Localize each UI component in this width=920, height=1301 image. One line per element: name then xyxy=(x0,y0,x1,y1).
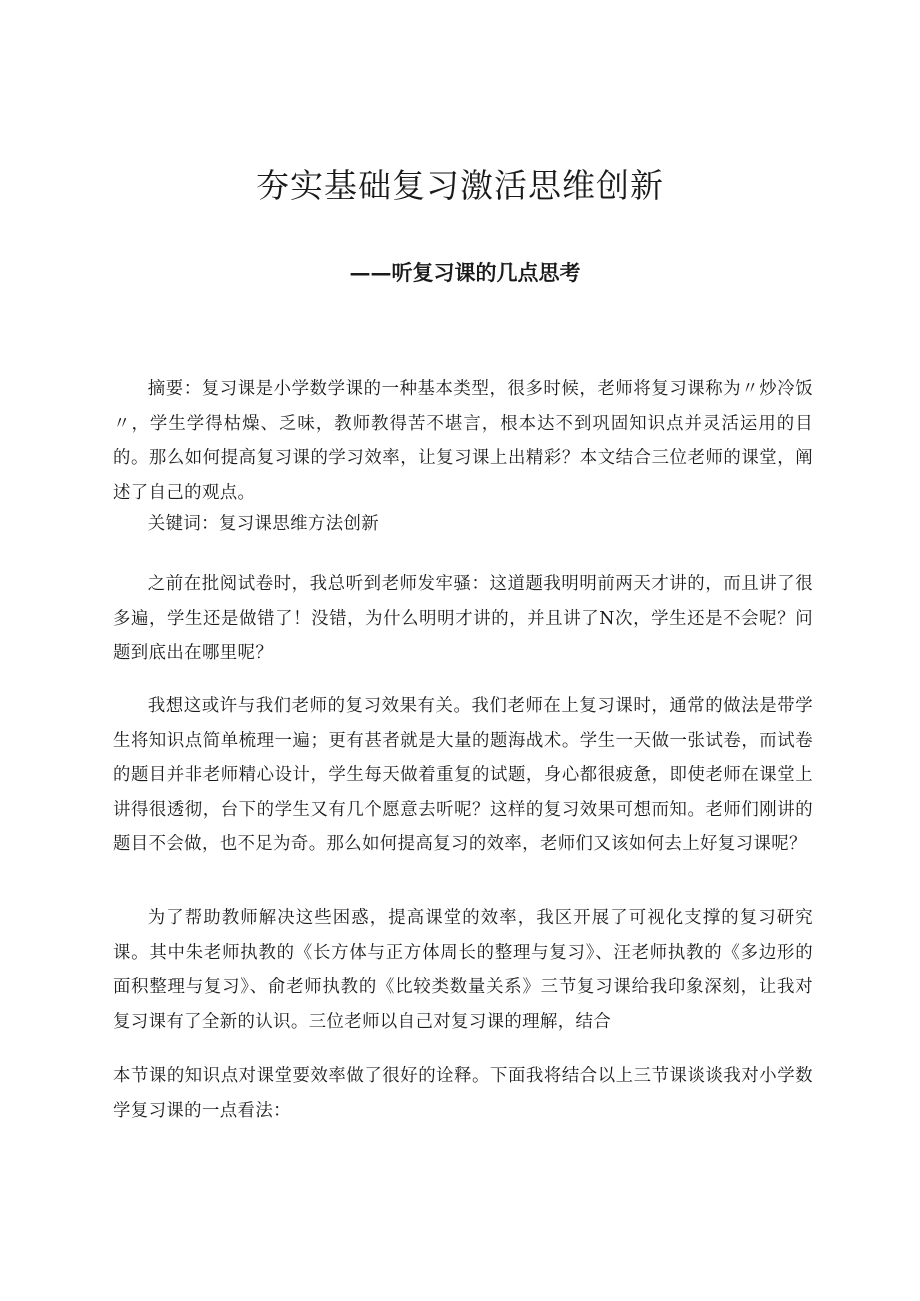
body-paragraph: 为了帮助教师解决这些困惑，提高课堂的效率，我区开展了可视化支撑的复习研究课。其中朱老师执教的《长方体与正方体周长的整理与复习》、汪老师执教的《多边形的面积整理与复习》、俞老师执教的《比较类数量关系》三节复习课给我印象深刻，让我对复习课有了全新的认识。三位老师以自己对复习课的理解，结合 xyxy=(113,908,813,1032)
body-paragraph: 之前在批阅试卷时，我总听到老师发牢骚：这道题我明明前两天才讲的，而且讲了很多遍，学生还是做错了！没错，为什么明明才讲的，并且讲了N次，学生还是不会呢？问题到底出在哪里呢？ xyxy=(113,574,813,663)
document-title: 夯实基础复习激活思维创新 xyxy=(256,166,664,205)
keywords-line: 关键词：复习课思维方法创新 xyxy=(147,514,380,534)
abstract-paragraph: 摘要：复习课是小学数学课的一种基本类型，很多时候，老师将复习课称为〃炒冷饭〃，学生学得枯燥、乏味，教师教得苦不堪言，根本达不到巩固知识点并灵活运用的目的。那么如何提高复习课的学习效率，让复习课上出精彩？本文结合三位老师的课堂，阐述了自己的观点。 xyxy=(113,379,813,503)
body-paragraph: 我想这或许与我们老师的复习效果有关。我们老师在上复习课时，通常的做法是带学生将知识点简单梳理一遍；更有甚者就是大量的题海战术。学生一天做一张试卷，而试卷的题目并非老师精心设计，学生每天做着重复的试题，身心都很疲惫，即使老师在课堂上讲得很透彻，台下的学生又有几个愿意去听呢？这样的复习效果可想而知。老师们刚讲的题目不会做，也不足为奇。那么如何提高复习的效率，老师们又该如何去上好复习课呢？ xyxy=(113,696,813,854)
document-subtitle: ——听复习课的几点思考 xyxy=(349,260,581,285)
body-paragraph: 本节课的知识点对课堂要效率做了很好的诠释。下面我将结合以上三节课谈谈我对小学数学复习课的一点看法： xyxy=(113,1066,813,1121)
